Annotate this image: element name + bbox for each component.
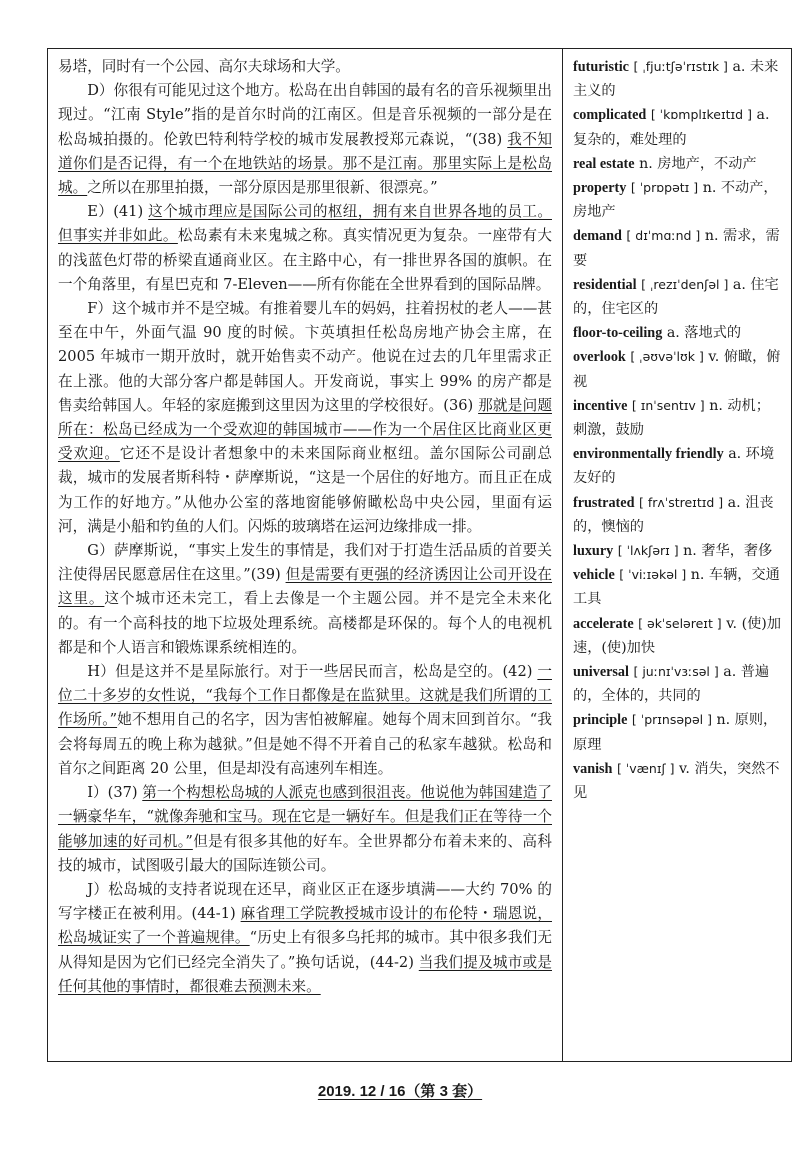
vocab-definition: n. 奢华，奢侈	[683, 543, 773, 560]
vocab-word: residential	[573, 276, 637, 293]
vocab-definition: n. 不动产，房地产	[573, 180, 778, 221]
paragraph-text: H）但是这并不是星际旅行。对于一些居民而言，松岛是空的。(42)	[87, 663, 538, 681]
underlined-answer-text: 这个城市理应是国际公司的枢纽，拥有来自世界各地的员工。但事实并非如此。	[58, 203, 552, 245]
vocab-entry	[573, 612, 783, 660]
vocab-word: universal	[573, 664, 629, 681]
underlined-answer-text: 一位二十多岁的女性说，“我每个工作日都像是在监狱里。这就是我们所谓的工作场所。”	[58, 663, 552, 729]
article-paragraph	[58, 660, 552, 781]
vocab-phonetic: [ ɪnˈsentɪv ]	[631, 397, 705, 413]
paragraph-text: E）(41)	[87, 203, 149, 221]
paragraph-text: 这个城市还未完工，看上去像是一个主题公园。并不是完全未来化的。有一个高科技的地下垃圾处理系统。高楼都是环保的。每个人的电视机都是和个人语言和锻炼课系统相连的。	[58, 590, 552, 656]
vocab-phonetic: [ ˌrezɪˈdenʃəl ]	[641, 276, 729, 292]
page-frame	[47, 48, 792, 1062]
underlined-answer-text: 第一个构想松岛城的人派克也感到很沮丧。他说他为韩国建造了一辆豪华车，“就像奔驰和宝马。现在它是一辆好车。但是我们正在等待一个能够加速的好司机。”	[58, 784, 552, 850]
paragraph-text: F）这个城市并不是空城。有推着婴儿车的妈妈，拄着拐杖的老人——甚至在中午，外面气温 90 度的时候。卞英填担任松岛房地产协会主席，在 2005 年城市一期开放时，就开始售卖不动产。他说在过去的几年里需求正在上涨。他的大部分客户都是韩国人。开发商说，事实上 99% 的房产都是售卖给韩国人。年轻的家庭搬到这里因为这里的学校很好。(36)	[58, 300, 552, 414]
vocab-word: environmentally friendly	[573, 446, 724, 463]
vocab-entry	[573, 321, 783, 345]
vocab-entry	[573, 563, 783, 611]
vocab-entry	[573, 442, 783, 490]
vocab-word: floor-to-ceiling	[573, 325, 663, 342]
vocab-phonetic: [ ˈviːɪəkəl ]	[619, 567, 687, 583]
vocab-word: vanish	[573, 760, 613, 777]
vocab-definition: a. 落地式的	[666, 325, 742, 342]
vocab-definition: a. 普遍的，全体的，共同的	[573, 664, 770, 705]
article-paragraph	[58, 79, 552, 200]
paragraph-text: G）萨摩斯说，“事实上发生的事情是，我们对于打造生活品质的首要关注使得居民愿意居住在这里。”(39)	[58, 542, 552, 584]
vocab-phonetic: [ dɪˈmɑːnd ]	[626, 228, 701, 244]
vocab-word: frustrated	[573, 494, 635, 511]
article-paragraph	[58, 539, 552, 660]
vocab-phonetic: [ ˈprɪnsəpəl ]	[631, 712, 712, 728]
vocab-phonetic: [ ˈkɒmplɪkeɪtɪd ]	[650, 107, 752, 123]
vocab-phonetic: [ ˈlʌkʃərɪ ]	[617, 543, 679, 559]
paragraph-text: 之所以在那里拍摄，一部分原因是那里很新、很漂亮。”	[87, 179, 438, 197]
paragraph-text: 但是有很多其他的好车。全世界都分布着未来的、高科技的城市，试图吸引最大的国际连锁公司。	[58, 832, 552, 874]
paragraph-text: 她不想用自己的名字，因为害怕被解雇。她每个周末回到首尔。“我会将每周五的晚上称为越狱。”但是她不得不开着自己的私家车越狱。松岛和首尔之间距离 20 公里，但是却没有高速列车相连。	[58, 711, 552, 777]
vocab-phonetic: [ ˌəʊvəˈlʊk ]	[630, 349, 704, 365]
vocab-definition: a. 环境友好的	[573, 446, 775, 487]
underlined-answer-text: 麻省理工学院教授城市设计的布伦特・瑞恩说，松岛城证实了一个普遍规律。	[58, 905, 552, 947]
underlined-answer-text: 那就是问题所在：松岛已经成为一个受欢迎的韩国城市——作为一个居住区比商业区更受欢迎。	[58, 396, 552, 463]
article-paragraph	[58, 297, 552, 539]
underlined-answer-text: 我不知道你们是否记得，有一个在地铁站的场景。那不是江南。那里实际上是松岛城。	[58, 130, 552, 197]
vocab-phonetic: [ ˈprɒpətɪ ]	[630, 180, 699, 196]
paragraph-text: 易塔，同时有一个公园、高尔夫球场和大学。	[58, 58, 350, 75]
vocab-entry	[573, 176, 783, 224]
vocab-phonetic: [ frʌˈstreɪtɪd ]	[638, 494, 724, 510]
vocab-entry	[573, 757, 783, 805]
vocab-definition: v. 消失，突然不见	[573, 760, 780, 802]
paragraph-text: I）(37)	[87, 784, 143, 802]
vocab-phonetic: [ əkˈseləreɪt ]	[638, 615, 722, 631]
vocab-word: property	[573, 180, 627, 197]
vocab-word: accelerate	[573, 615, 634, 632]
vocab-word: vehicle	[573, 567, 615, 584]
vocab-definition: a. 沮丧的，懊恼的	[573, 494, 774, 535]
vocabulary-column	[563, 49, 791, 1061]
article-paragraph	[58, 200, 552, 297]
vocab-definition: n. 原则，原理	[573, 712, 778, 753]
vocab-word: principle	[573, 712, 628, 729]
vocab-word: complicated	[573, 107, 647, 124]
underlined-answer-text: 但是需要有更强的经济诱因让公司开设在这里。	[58, 566, 552, 608]
vocab-definition: v. 俯瞰，俯视	[573, 349, 781, 390]
underlined-answer-text: 当我们提及城市或是任何其他的事情时，都很难去预测未来。	[58, 953, 552, 995]
vocab-entry	[573, 345, 783, 393]
article-paragraph	[58, 781, 552, 878]
vocab-definition: a. 复杂的，难处理的	[573, 107, 770, 148]
vocab-definition: a. 未来主义的	[573, 59, 779, 100]
vocab-entry	[573, 224, 783, 272]
vocab-definition: a. 住宅的，住宅区的	[573, 276, 779, 318]
vocab-word: overlook	[573, 349, 626, 366]
vocab-entry	[573, 491, 783, 539]
vocab-definition: n. 房地产，不动产	[639, 155, 757, 172]
article-column	[48, 49, 563, 1061]
vocab-entry	[573, 152, 783, 176]
vocab-entry	[573, 55, 783, 103]
vocab-definition: n. 车辆，交通工具	[573, 567, 780, 608]
paragraph-text: 它还不是设计者想象中的未来国际商业枢纽。盖尔国际公司副总裁，城市的发展者斯科特・萨摩斯说，“这是一个居住的好地方。而且正在成为工作的好地方。”从他办公室的落地窗能够俯瞰松岛中央公园，里面有运河，满是小船和钓鱼的人们。闪烁的玻璃塔在运河边缘排成一排。	[58, 445, 552, 535]
article-paragraph	[58, 55, 552, 79]
vocab-phonetic: [ ˌfjuːtʃəˈrɪstɪk ]	[633, 59, 728, 74]
vocab-word: luxury	[573, 543, 614, 560]
vocab-word: demand	[573, 228, 622, 245]
page-number-label: 2019. 12 / 16（第 3 套）	[317, 1083, 483, 1100]
vocab-entry	[573, 394, 783, 442]
vocab-definition: n. 需求，需要	[573, 228, 780, 269]
vocab-entry	[573, 660, 783, 708]
vocab-entry	[573, 708, 783, 756]
vocab-word: incentive	[573, 397, 628, 414]
paragraph-text: J）松岛城的支持者说现在还早，商业区正在逐步填满——大约 70% 的写字楼正在被利用。(44-1)	[58, 880, 552, 923]
paragraph-text: 松岛素有未来鬼城之称。真实情况更为复杂。一座带有大的浅蓝色灯带的桥梁直通商业区。在主路中心，有一排世界各国的旗帜。在一个角落里，有星巴克和 7-Eleven——所有你能在全世界看到的国际品牌。	[58, 227, 552, 293]
vocab-word: real estate	[573, 155, 635, 172]
vocab-entry	[573, 273, 783, 321]
page-footer	[0, 1080, 800, 1101]
vocab-entry	[573, 103, 783, 151]
paragraph-text: “历史上有很多乌托邦的城市。其中很多我们无从得知是因为它们已经完全消失了。”换句话说，(44-2)	[58, 929, 552, 971]
vocab-entry	[573, 539, 783, 563]
vocab-word: futuristic	[573, 59, 629, 75]
vocab-definition: n. 动机；刺激，鼓励	[573, 397, 770, 439]
vocab-phonetic: [ juːnɪˈvɜːsəl ]	[633, 664, 719, 680]
vocab-definition: v. (使)加速，(使)加快	[573, 615, 782, 656]
paragraph-text: D）你很有可能见过这个地方。松岛在出自韩国的最有名的音乐视频里出现过。“江南 Style”指的是首尔时尚的江南区。但是音乐视频的一部分是在松岛城拍摄的。伦敦巴特利特学校的城市发展教授郑元森说，“(38)	[58, 82, 552, 148]
article-paragraph	[58, 878, 552, 999]
vocab-phonetic: [ ˈvænɪʃ ]	[616, 760, 675, 776]
